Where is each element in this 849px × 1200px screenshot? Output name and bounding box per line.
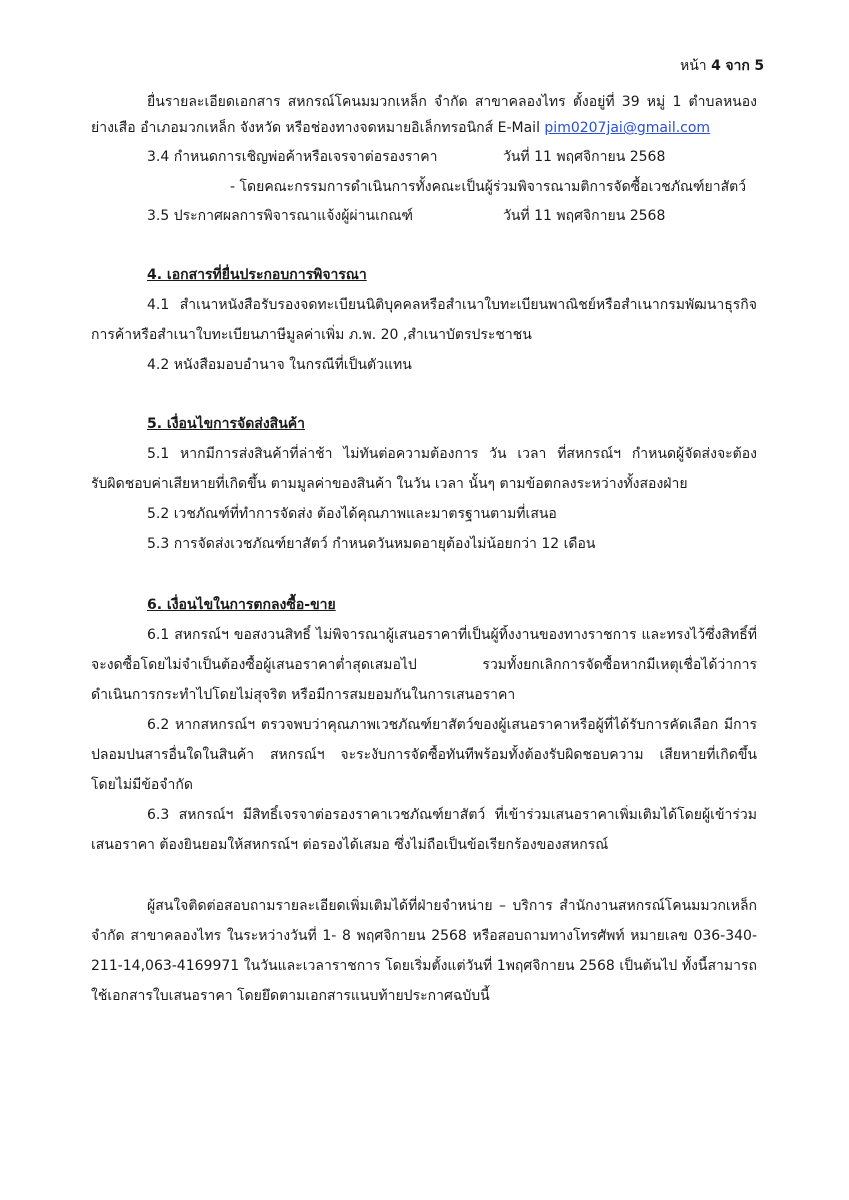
intro-line-2-text: ย่างเสือ อำเภอมวกเหล็ก จังหวัด หรือช่องทางจดหมายอิเล็กทรอนิกส์ E-Mail [91, 120, 540, 136]
page-number-sep: จาก [725, 58, 750, 74]
section-5-p1-line-1: 5.1 หากมีการส่งสินค้าที่ล่าช้า ไม่ทันต่อความต้องการ วัน เวลา ที่สหกรณ์ฯ กำหนดผู้จัดส่งจะต้อง [147, 446, 757, 462]
section-6-p1-line-3: ดำเนินการกระทำไปโดยไม่สุจริต หรือมีการสมยอมกันในการเสนอราคา [91, 687, 516, 703]
email-link[interactable]: pim0207jai@gmail.com [544, 120, 711, 136]
section-4-p1-line-2: การค้าหรือสำเนาใบทะเบียนภาษีมูลค่าเพิ่ม ภ.พ. 20 ,สำเนาบัตรประชาชน [91, 327, 532, 343]
section-4-p1-line-1: 4.1 สำเนาหนังสือรับรองจดทะเบียนนิติบุคคลหรือสำเนาใบทะเบียนพาณิชย์หรือสำเนากรมพัฒนาธุรกิจ [147, 297, 757, 313]
section-6-p3-line-2: เสนอราคา ต้องยินยอมให้สหกรณ์ฯ ต่อรองได้เสมอ ซึ่งไม่ถือเป็นข้อเรียกร้องของสหกรณ์ [91, 837, 609, 853]
section-6-p2-line-2: ปลอมปนสารอื่นใดในสินค้า สหกรณ์ฯ จะระงับการจัดซื้อทันทีพร้อมทั้งต้องรับผิดชอบความ เสียหายที่เกิดขึ้น [91, 747, 757, 763]
section-5-p2: 5.2 เวชภัณฑ์ที่ทำการจัดส่ง ต้องได้คุณภาพและมาตรฐานตามที่เสนอ [147, 506, 557, 522]
closing-line-3: 211-14,063-4169971 ในวันและเวลาราชการ โดยเริ่มตั้งแต่วันที่ 1พฤศจิกายน 2568 เป็นต้นไป ทั้งนี้สามารถ [91, 958, 757, 974]
closing-line-4: ใช้เอกสารใบเสนอราคา โดยยึดตามเอกสารแนบท้ายประกาศฉบับนี้ [91, 988, 490, 1004]
section-6-p3-line-1: 6.3 สหกรณ์ฯ มีสิทธิ์เจรจาต่อรองราคาเวชภัณฑ์ยาสัตว์ ที่เข้าร่วมเสนอราคาเพิ่มเติมได้โดยผู้เข้าร่วม [147, 807, 757, 823]
section-6-p2-line-3: โดยไม่มีข้อจำกัด [91, 777, 193, 793]
page-number [680, 56, 764, 76]
closing-line-1: ผู้สนใจติดต่อสอบถามรายละเอียดเพิ่มเติมได้ที่ฝ่ายจำหน่าย – บริการ สำนักงานสหกรณ์โคนมมวกเหล็ก [147, 898, 757, 914]
section-6-p2-line-1: 6.2 หากสหกรณ์ฯ ตรวจพบว่าคุณภาพเวชภัณฑ์ยาสัตว์ของผู้เสนอราคาหรือผู้ที่ได้รับการคัดเลือก มีการ [147, 717, 757, 733]
section-5-p1-line-2: รับผิดชอบค่าเสียหายที่เกิดขึ้น ตามมูลค่าของสินค้า ในวัน เวลา นั้นๆ ตามข้อตกลงระหว่างทั้งสองฝ่าย [91, 476, 688, 492]
item-3-4-label: 3.4 กำหนดการเชิญพ่อค้าหรือเจรจาต่อรองราคา [147, 149, 438, 165]
section-6-p1-line-2: จะงดซื้อโดยไม่จำเป็นต้องซื้อผู้เสนอราคาต่ำสุดเสมอไป รวมทั้งยกเลิกการจัดซื้อหากมีเหตุเชื่อได้ว่าการ [91, 657, 757, 673]
page-number-prefix: หน้า [680, 58, 707, 74]
item-3-5-label: 3.5 ประกาศผลการพิจารณาแจ้งผู้ผ่านเกณฑ์ [147, 208, 413, 224]
page-number-current: 4 [711, 58, 721, 74]
section-4-p2: 4.2 หนังสือมอบอำนาจ ในกรณีที่เป็นตัวแทน [147, 357, 412, 373]
closing-line-2: จำกัด สาขาคลองไทร ในระหว่างวันที่ 1- 8 พฤศจิกายน 2568 หรือสอบถามทางโทรศัพท์ หมายเลข 036-340- [91, 928, 757, 944]
item-3-4-note: - โดยคณะกรรมการดำเนินการทั้งคณะเป็นผู้ร่วมพิจารณามติการจัดซื้อเวชภัณฑ์ยาสัตว์ [230, 179, 747, 195]
intro-line-2 [91, 118, 710, 138]
section-6-heading: 6. เงื่อนไขในการตกลงซื้อ-ขาย [147, 597, 336, 613]
intro-line-1: ยื่นรายละเอียดเอกสาร สหกรณ์โคนมมวกเหล็ก จำกัด สาขาคลองไทร ตั้งอยู่ที่ 39 หมู่ 1 ตำบลหนอง [147, 94, 757, 110]
section-5-p3: 5.3 การจัดส่งเวชภัณฑ์ยาสัตว์ กำหนดวันหมดอายุต้องไม่น้อยกว่า 12 เดือน [147, 536, 596, 552]
section-4-heading: 4. เอกสารที่ยื่นประกอบการพิจารณา [147, 267, 367, 283]
item-3-5-date: วันที่ 11 พฤศจิกายน 2568 [503, 208, 666, 224]
item-3-4-date: วันที่ 11 พฤศจิกายน 2568 [503, 149, 666, 165]
section-5-heading: 5. เงื่อนไขการจัดส่งสินค้า [147, 416, 306, 432]
section-6-p1-line-1: 6.1 สหกรณ์ฯ ขอสงวนสิทธิ์ ไม่พิจารณาผู้เสนอราคาที่เป็นผู้ทิ้งงานของทางราชการ และทรงไว้ซึ่งสิทธิ์ที่ [147, 627, 757, 643]
page-number-total: 5 [754, 58, 765, 74]
